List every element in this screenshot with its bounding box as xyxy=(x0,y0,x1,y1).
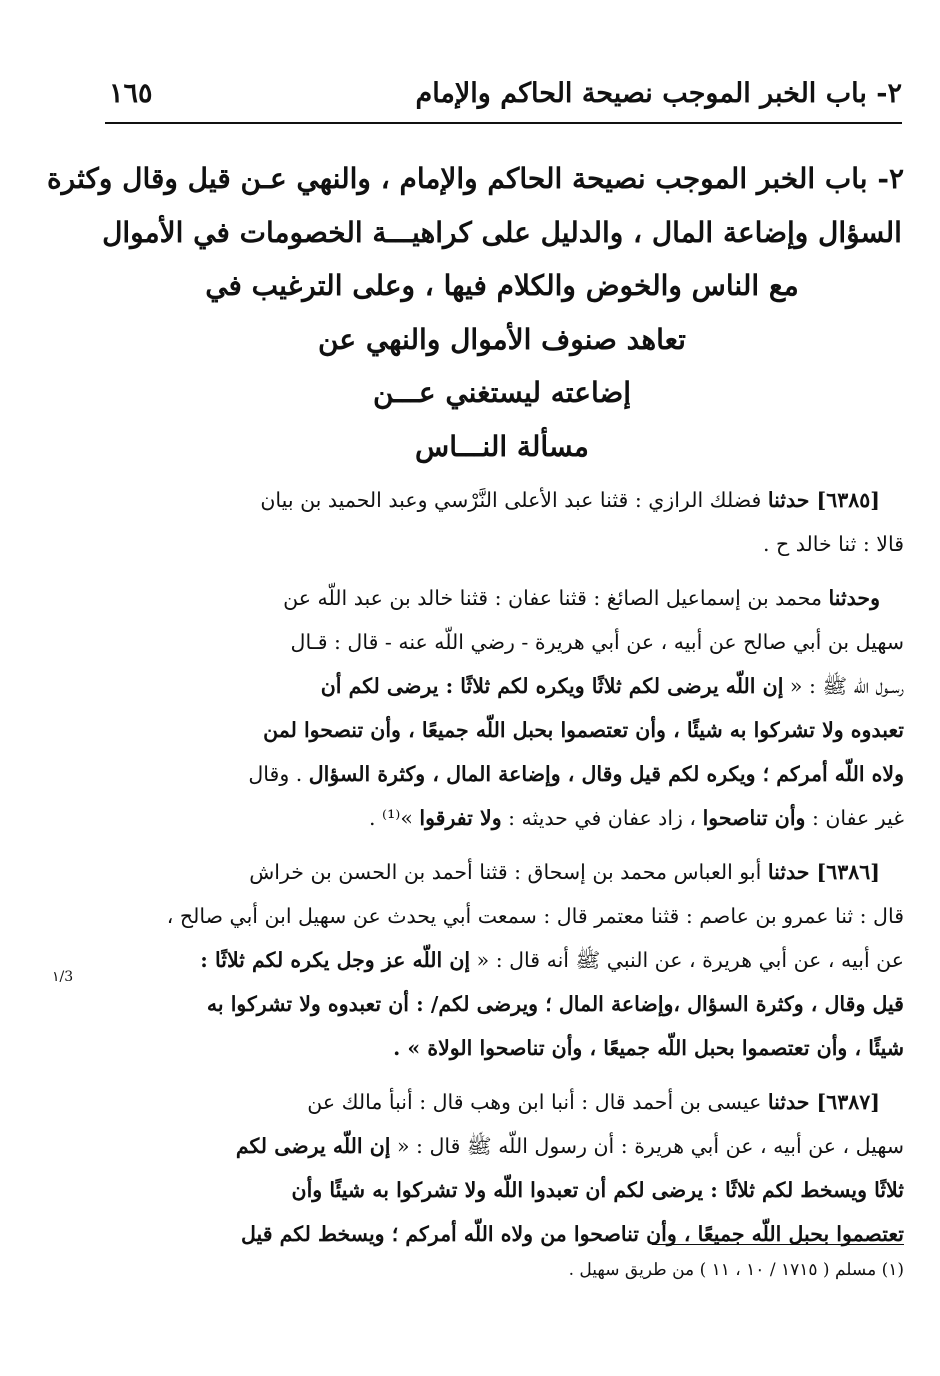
text-run: إن اللّه يرضى لكم ثلاثًا ويكره لكم ثلاثًا : يرضى لكم أن xyxy=(320,674,784,698)
hadith-number: [٦٣٨٦] حدثنا xyxy=(767,860,880,884)
chapter-heading-line: إضاعته ليستغني عـــن xyxy=(372,376,632,410)
text-run: ، زاد عفان في حديثه : xyxy=(501,806,703,830)
text-run: ولا تفرقوا xyxy=(419,806,502,830)
hadith-6385-continued xyxy=(100,576,904,840)
text-run: وأن تناصحوا xyxy=(702,806,806,830)
text-run: سهيل ، عن أبيه ، عن أبي هريرة : أن رسول اللّه ﷺ قال : « xyxy=(390,1134,904,1158)
text-line xyxy=(100,850,904,894)
text-line xyxy=(100,938,904,982)
running-title: ٢- باب الخبر الموجب نصيحة الحاكم والإمام xyxy=(415,78,902,109)
text-line xyxy=(100,478,904,522)
text-line: قال : ثنا عمرو بن عاصم : قثنا معتمر قال : سمعت أبي يحدث عن سهيل ابن أبي صالح ، xyxy=(166,904,904,928)
text-run: محمد بن إسماعيل الصائغ : قثنا عفان : قثنا خالد بن عبد اللّه عن xyxy=(283,586,829,610)
text-line: سهيل بن أبي صالح عن أبيه ، عن أبي هريرة - رضي اللّه عنه - قال : قـال xyxy=(290,630,904,654)
text-line: تعبدوه ولا تشركوا به شيئًا ، وأن تعتصموا بحبل اللّه جميعًا ، وأن تنصحوا لمن xyxy=(263,718,904,742)
text-line: قالا : ثنا خالد ح . xyxy=(762,532,904,556)
text-line xyxy=(100,796,904,840)
hadith-6385 xyxy=(100,478,904,566)
manuscript-folio-note: ١/3 xyxy=(52,969,74,985)
running-header xyxy=(105,74,902,124)
text-run: رسـول اللّه ﷺ : « xyxy=(783,674,904,698)
text-run: أبو العباس محمد بن إسحاق : قثنا أحمد بن الحسن بن خراش xyxy=(249,860,768,884)
chapter-heading-line: السؤال وإضاعة المال ، والدليل على كراهيـــة الخصومات في الأموال xyxy=(102,215,902,249)
page-number: ١٦٥ xyxy=(109,78,153,109)
chapter-heading-line: مع الناس والخوض والكلام فيها ، وعلى الترغيب في xyxy=(205,269,799,303)
text-run: وحدثنا xyxy=(828,586,880,610)
hadith-text xyxy=(100,478,904,1256)
hadith-number: [٦٣٨٥] حدثنا xyxy=(767,488,880,512)
text-line: شيئًا ، وأن تعتصموا بحبل اللّه جميعًا ، وأن تناصحوا الولاة » . xyxy=(393,1036,904,1060)
text-line xyxy=(100,1080,904,1124)
text-run: فضلك الرازي : قثنا عبد الأعلى النَّرْسي وعبد الحميد بن بيان xyxy=(260,488,768,512)
text-run: ولاه اللّه أمركم ؛ ويكره لكم قيل وقال ، وإضاعة المال ، وكثرة السؤال xyxy=(308,762,904,786)
text-line xyxy=(100,664,904,708)
text-run: غير عفان : xyxy=(805,806,904,830)
text-run: إن اللّه عز وجل يكره لكم ثلاثًا : xyxy=(200,948,471,972)
text-line: ثلاثًا ويسخط لكم ثلاثًا : يرضى لكم أن تعبدوا اللّه ولا تشركوا به شيئًا وأن xyxy=(291,1178,904,1202)
hadith-number: [٦٣٨٧] حدثنا xyxy=(767,1090,880,1114)
text-run: إن اللّه يرضى لكم xyxy=(235,1134,391,1158)
chapter-heading-line: تعاهد صنوف الأموال والنهي عن xyxy=(318,322,686,356)
text-line xyxy=(100,1124,904,1168)
text-run: عن أبيه ، عن أبي هريرة ، عن النبي ﷺ أنه قال : « xyxy=(470,948,904,972)
text-run: عيسى بن أحمد قال : أنبا ابن وهب قال : أنبأ مالك عن xyxy=(307,1090,768,1114)
text-line xyxy=(100,576,904,620)
footnote-divider xyxy=(652,1244,904,1245)
chapter-heading xyxy=(46,152,904,474)
hadith-6386 xyxy=(100,850,904,1070)
text-line xyxy=(100,752,904,796)
text-line: تعتصموا بحبل اللّه جميعًا ، وأن تناصحوا من ولاه اللّه أمركم ؛ ويسخط لكم قيل xyxy=(240,1222,904,1246)
text-run: »⁽¹⁾ . xyxy=(369,806,420,830)
hadith-6387 xyxy=(100,1080,904,1256)
chapter-heading-line: ٢- باب الخبر الموجب نصيحة الحاكم والإمام ، والنهي عـن قيل وقال وكثرة xyxy=(46,162,904,195)
chapter-heading-line: مسألة النـــاس xyxy=(415,429,589,463)
text-run: . وقال xyxy=(248,762,309,786)
footnote: (١) مسلم ( ١٧١٥ / ١٠ ، ١١ ) من طريق سهيل . xyxy=(568,1260,904,1280)
text-line: قيل وقال ، وكثرة السؤال ،وإضاعة المال ؛ ويرضى لكم/ : أن تعبدوه ولا تشركوا به xyxy=(206,992,904,1016)
